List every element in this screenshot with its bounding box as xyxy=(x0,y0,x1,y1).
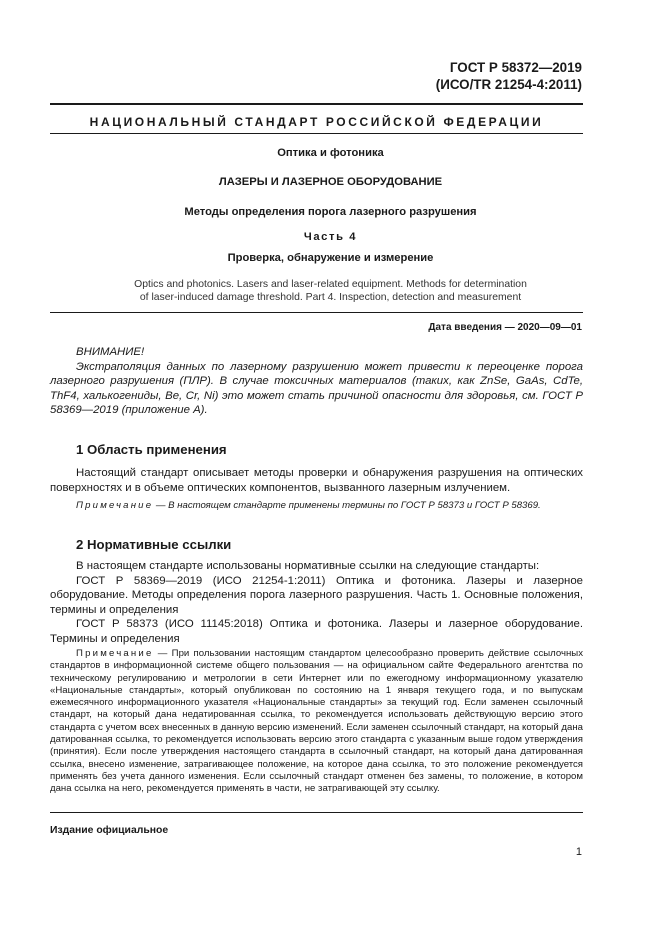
part-title: Проверка, обнаружение и измерение xyxy=(227,252,434,264)
gost-number: ГОСТ Р 58372—2019 xyxy=(449,60,582,75)
note-label: Примечание xyxy=(76,500,154,511)
methods-title: Методы определения порога лазерного разрушения xyxy=(184,206,477,218)
section-1-note xyxy=(50,500,583,512)
section-1-heading: 1 Область применения xyxy=(76,442,227,457)
reference-2: ГОСТ Р 58373 (ИСО 11145:2018) Оптика и фотоника. Лазеры и лазерное оборудование. Термины и определения xyxy=(50,618,583,645)
section-2-body xyxy=(50,559,583,647)
subject-title: Оптика и фотоника xyxy=(277,147,384,159)
english-title xyxy=(40,278,621,305)
banner-title: НАЦИОНАЛЬНЫЙ СТАНДАРТ РОССИЙСКОЙ ФЕДЕРАЦИИ xyxy=(89,115,544,129)
top-rule xyxy=(50,103,583,105)
reference-1: ГОСТ Р 58369—2019 (ИСО 21254-1:2011) Оптика и фотоника. Лазеры и лазерное оборудование. Методы определения порога лазерного разрушения. Часть 1. Основные положения, термины и определения xyxy=(50,574,583,616)
english-title-line-2: of laser-induced damage threshold. Part 4. Inspection, detection and measurement xyxy=(139,292,522,304)
note-label: Примечание xyxy=(76,648,154,659)
section-1-text: Настоящий стандарт описывает методы проверки и обнаружения разрушения на оптических поверхностях и в объеме оптических компонентов, вызванного лазерным излучением. xyxy=(50,467,583,494)
warning-text: Экстраполяция данных по лазерному разрушению может привести к переоценке порога лазерного разрушения (ПЛР). В случае токсичных материалов (таких, как ZnSe, GaAs, CdTe, ThF4, халькогениды, Be, Cr, Ni) это может стать причиной опасности для здоровья, см. ГОСТ Р 58369—2019 (приложение А). xyxy=(50,360,583,417)
title-rule xyxy=(50,312,583,313)
footer-rule xyxy=(50,812,583,813)
main-title: ЛАЗЕРЫ И ЛАЗЕРНОЕ ОБОРУДОВАНИЕ xyxy=(218,176,443,188)
section-2-intro: В настоящем стандарте использованы нормативные ссылки на следующие стандарты: xyxy=(76,560,540,572)
english-title-line-1: Optics and photonics. Lasers and laser-related equipment. Methods for determination xyxy=(134,279,527,290)
section-2-note xyxy=(50,648,583,796)
warning-block xyxy=(50,345,583,418)
note-text: — При пользовании настоящим стандартом целесообразно проверить действие ссылочных стандартов в информационной системе общего пользования — на официальном сайте Федерального агентства по техническому регулированию и метрологии в сети Интернет или по ежегодному информационному указателю «Национальные стандарты», который опубликован по состоянию на 1 января текущего года, и по выпускам ежемесячного информационного указателя «Национальные стандарты» за текущий год. Если заменен ссылочный стандарт, на который дана недатированная ссылка, то рекомендуется использовать действующую версию этого стандарта с учетом всех внесенных в данную версию изменений. Если заменен ссылочный стандарт, на который дана датированная ссылка, то рекомендуется использовать версию этого стандарта с указанным выше годом утверждения (принятия). Если после утверждения настоящего стандарта в ссылочный стандарт, на который дана датированная ссылка, внесено изменение, затрагивающее положение, на которое дана ссылка, то это положение рекомендуется применять без учета данного изменения. Если ссылочный стандарт отменен без замены, то положение, в котором дана ссылка на него, рекомендуется применять в части, не затрагивающей эту ссылку. xyxy=(50,648,583,795)
edition-label: Издание официальное xyxy=(50,825,169,836)
iso-number: (ИСО/TR 21254-4:2011) xyxy=(435,77,582,92)
warning-title: ВНИМАНИЕ! xyxy=(76,346,145,358)
part-label: Часть 4 xyxy=(303,231,358,243)
section-2-heading: 2 Нормативные ссылки xyxy=(76,537,232,552)
note-text: — В настоящем стандарте применены термины по ГОСТ Р 58373 и ГОСТ Р 58369. xyxy=(153,500,541,511)
intro-date: Дата введения — 2020—09—01 xyxy=(428,322,582,333)
page-number: 1 xyxy=(575,846,582,858)
banner-rule xyxy=(50,133,583,134)
document-code xyxy=(436,59,582,93)
